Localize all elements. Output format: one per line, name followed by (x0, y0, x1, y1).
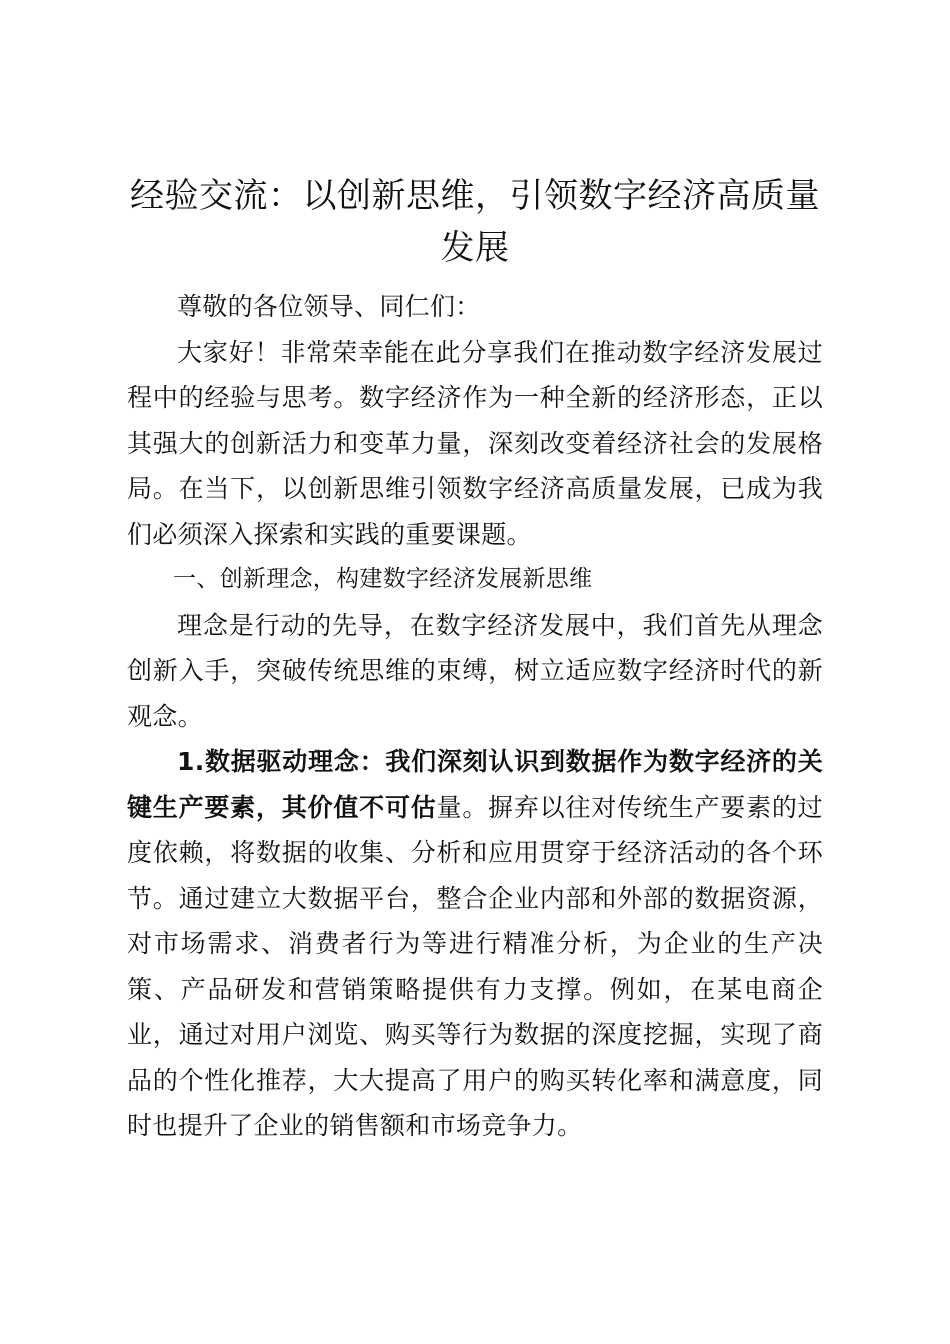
point-body-text: 量。摒弃以往对传统生产要素的过度依赖，将数据的收集、分析和应用贯穿于经济活动的各个环节。通过建立大数据平台，整合企业内部和外部的数据资源，对市场需求、消费者行为等进行精准分析，为企业的生产决策、产品研发和营销策略提供有力支撑。例如，在某电商企业，通过对用户浏览、购买等行为数据的深度挖掘，实现了商品的个性化推荐，大大提高了用户的购买转化率和满意度，同时也提升了企业的销售额和市场竞争力。 (127, 792, 823, 1140)
section-intro-paragraph: 理念是行动的先导，在数字经济发展中，我们首先从理念创新入手，突破传统思维的束缚，树立适应数字经济时代的新观念。 (127, 610, 823, 731)
document-title: 经验交流：以创新思维，引领数字经济高质量发展 (130, 176, 820, 268)
greeting: 尊敬的各位领导、同仁们： (177, 292, 481, 321)
point-paragraph (127, 739, 823, 1149)
point-lead-bold: 1.数据驱动理念：我们深刻认识到数据作为数字经济的关键生产要素，其价值不可估 (127, 747, 823, 822)
section-heading: 一、创新理念，构建数字经济发展新思维 (173, 566, 593, 592)
document-body (127, 170, 823, 1149)
intro-paragraph: 大家好！非常荣幸能在此分享我们在推动数字经济发展过程中的经验与思考。数字经济作为一种全新的经济形态，正以其强大的创新活力和变革力量，深刻改变着经济社会的发展格局。在当下，以创新思维引领数字经济高质量发展，已成为我们必须深入探索和实践的重要课题。 (127, 337, 823, 549)
